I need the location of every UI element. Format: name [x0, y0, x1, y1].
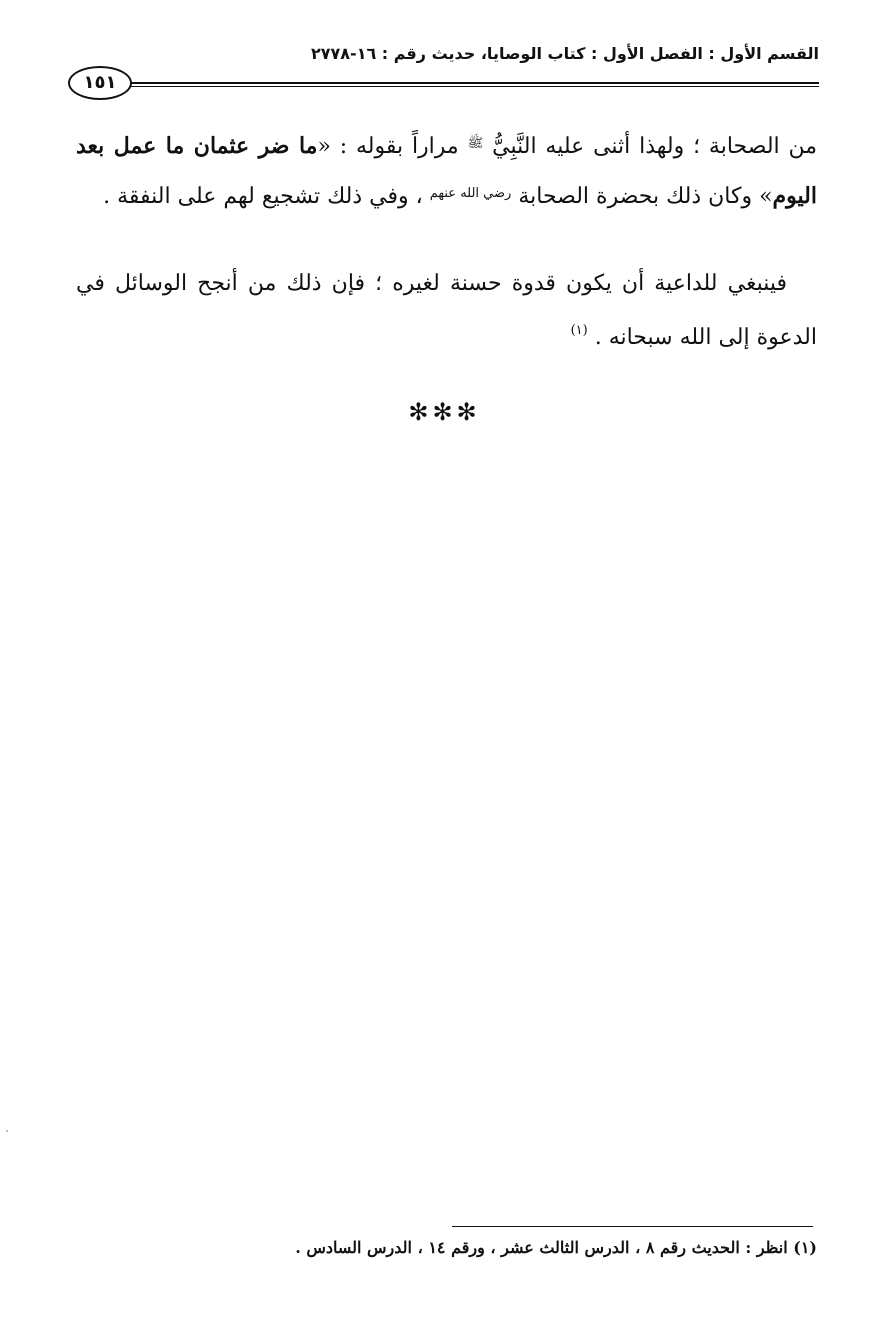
- honorific-radiyallahu: رضي الله عنهم: [429, 186, 512, 201]
- page-number: ١٥١: [68, 66, 132, 100]
- footnote-rule: [452, 1226, 813, 1227]
- hadith-quote: ما ضر عثمان ما عمل بعد اليوم: [76, 133, 817, 209]
- paragraph-1-text: » وكان ذلك بحضرة الصحابة: [518, 184, 773, 209]
- paragraph-1-text: ، وفي ذلك تشجيع لهم على النفقة .: [103, 184, 423, 209]
- section-separator: ✻✻✻: [408, 398, 481, 426]
- header-rule: [130, 82, 819, 84]
- paragraph-1-text: مراراً بقوله : «: [317, 134, 459, 159]
- running-header: القسم الأول : الفصل الأول : كتاب الوصايا، حديث رقم : ١٦-٢٧٧٨: [310, 44, 819, 63]
- header-rule-thin: [130, 86, 819, 87]
- honorific-salawat: ﷺ: [467, 136, 484, 151]
- paragraph-1-text: من الصحابة ؛ ولهذا أثنى عليه النَّبِيُّ: [492, 134, 818, 159]
- paragraph-2-text: فينبغي للداعية أن يكون قدوة حسنة لغيره ؛ فإن ذلك من أنجح الوسائل في الدعوة إلى الله سبحانه .: [76, 271, 817, 350]
- footnote: (١) انظر : الحديث رقم ٨ ، الدرس الثالث عشر ، ورقم ١٤ ، الدرس السادس .: [295, 1238, 817, 1257]
- footnote-reference: (١): [570, 323, 588, 338]
- paragraph-1: [76, 120, 817, 220]
- paragraph-2: [76, 260, 817, 361]
- scan-speck: [6, 1130, 8, 1132]
